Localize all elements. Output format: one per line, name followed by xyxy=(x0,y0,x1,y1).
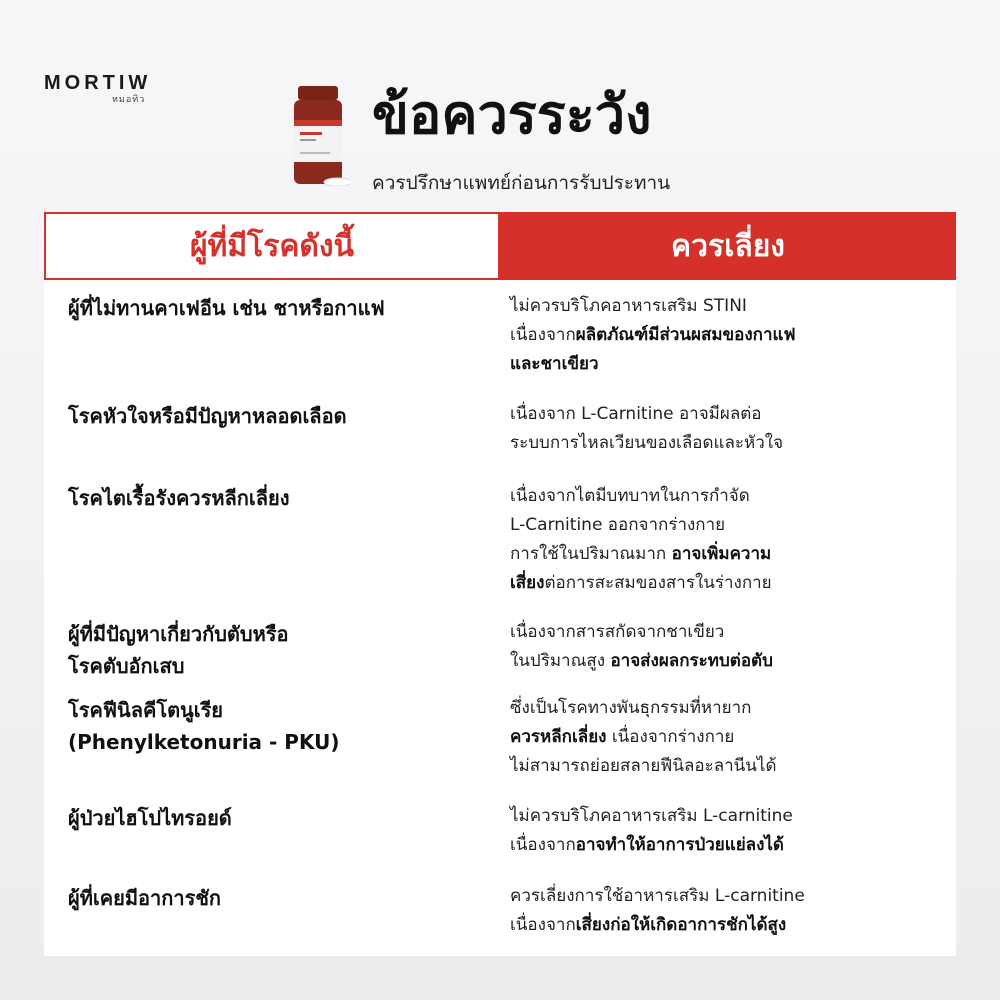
description-cell xyxy=(510,618,940,676)
description-text: เนื่องจากร่างกาย xyxy=(606,727,735,747)
condition-cell xyxy=(68,482,488,514)
description-line: ซึ่งเป็นโรคทางพันธุกรรมที่หายาก xyxy=(510,698,752,718)
description-emphasis: และชาเขียว xyxy=(510,354,599,374)
description-line: ไม่สามารถย่อยสลายฟีนิลอะลานีนได้ xyxy=(510,756,777,776)
condition-cell xyxy=(68,802,488,834)
description-line: ไม่ควรบริโภคอาหารเสริม L-carnitine xyxy=(510,806,793,826)
condition-text: ผู้ที่เคยมีอาการชัก xyxy=(68,886,222,910)
brand-logo-sub: หมอทิว xyxy=(112,95,146,105)
description-text: เนื่องจาก xyxy=(510,915,576,935)
precautions-table xyxy=(44,212,956,956)
description-emphasis: อาจเพิ่มความ xyxy=(671,544,772,564)
description-cell xyxy=(510,802,940,860)
description-line xyxy=(510,647,940,676)
condition-cell xyxy=(68,882,488,914)
page-title: ข้อควรระวัง xyxy=(372,83,652,146)
description-cell xyxy=(510,482,940,598)
column-header-conditions xyxy=(44,212,500,280)
description-cell xyxy=(510,694,940,781)
description-line xyxy=(510,831,940,860)
description-line: เนื่องจาก L-Carnitine อาจมีผลต่อ xyxy=(510,404,762,424)
description-line: ควรเลี่ยงการใช้อาหารเสริม L-carnitine xyxy=(510,886,805,906)
condition-text: ผู้ที่มีปัญหาเกี่ยวกับตับหรือ xyxy=(68,622,289,646)
description-line: ไม่ควรบริโภคอาหารเสริม STINI xyxy=(510,296,747,316)
column-header-avoid-label: ควรเลี่ยง xyxy=(671,228,785,264)
description-line xyxy=(510,569,940,598)
supplement-bottle-icon xyxy=(286,86,350,186)
page-subtitle: ควรปรึกษาแพทย์ก่อนการรับประทาน xyxy=(372,172,671,194)
condition-cell xyxy=(68,618,488,682)
description-emphasis: ผลิตภัณฑ์มีส่วนผสมของกาแฟ xyxy=(575,325,796,345)
condition-cell xyxy=(68,400,488,432)
description-line xyxy=(510,321,940,350)
description-line xyxy=(510,911,940,940)
description-text: การใช้ในปริมาณมาก xyxy=(510,544,672,564)
description-cell xyxy=(510,400,940,458)
condition-text: โรคตับอักเสบ xyxy=(68,654,185,678)
description-line xyxy=(510,350,940,379)
description-emphasis: เสี่ยงก่อให้เกิดอาการชักได้สูง xyxy=(575,915,787,935)
description-text: ต่อการสะสมของสารในร่างกาย xyxy=(544,573,772,593)
condition-cell xyxy=(68,694,488,758)
description-line xyxy=(510,540,940,569)
description-emphasis: อาจทำให้อาการป่วยแย่ลงได้ xyxy=(575,835,784,855)
condition-text: (Phenylketonuria - PKU) xyxy=(68,730,340,754)
description-cell xyxy=(510,882,940,940)
description-emphasis: เสี่ยง xyxy=(510,573,545,593)
description-line: เนื่องจากสารสกัดจากชาเขียว xyxy=(510,622,725,642)
column-header-avoid xyxy=(500,212,956,280)
description-line: L-Carnitine ออกจากร่างกาย xyxy=(510,515,726,535)
description-emphasis: อาจส่งผลกระทบต่อตับ xyxy=(610,651,773,671)
condition-text: โรคหัวใจหรือมีปัญหาหลอดเลือด xyxy=(68,404,347,428)
condition-text: ผู้ที่ไม่ทานคาเฟอีน เช่น ชาหรือกาแฟ xyxy=(68,296,385,320)
brand-logo: MORTIW xyxy=(44,72,152,94)
description-text: เนื่องจาก xyxy=(510,835,576,855)
condition-cell xyxy=(68,292,488,324)
description-line xyxy=(510,723,940,752)
description-emphasis: ควรหลีกเลี่ยง xyxy=(510,727,607,747)
condition-text: โรคฟีนิลคีโตนูเรีย xyxy=(68,698,224,722)
description-text: เนื่องจาก xyxy=(510,325,576,345)
description-line: เนื่องจากไตมีบทบาทในการกำจัด xyxy=(510,486,750,506)
condition-text: ผู้ป่วยไฮโปไทรอยด์ xyxy=(68,806,232,830)
condition-text: โรคไตเรื้อรังควรหลีกเลี่ยง xyxy=(68,486,290,510)
description-text: ในปริมาณสูง xyxy=(510,651,611,671)
column-header-conditions-label: ผู้ที่มีโรคดังนี้ xyxy=(189,228,355,264)
description-cell xyxy=(510,292,940,379)
description-line: ระบบการไหลเวียนของเลือดและหัวใจ xyxy=(510,433,784,453)
